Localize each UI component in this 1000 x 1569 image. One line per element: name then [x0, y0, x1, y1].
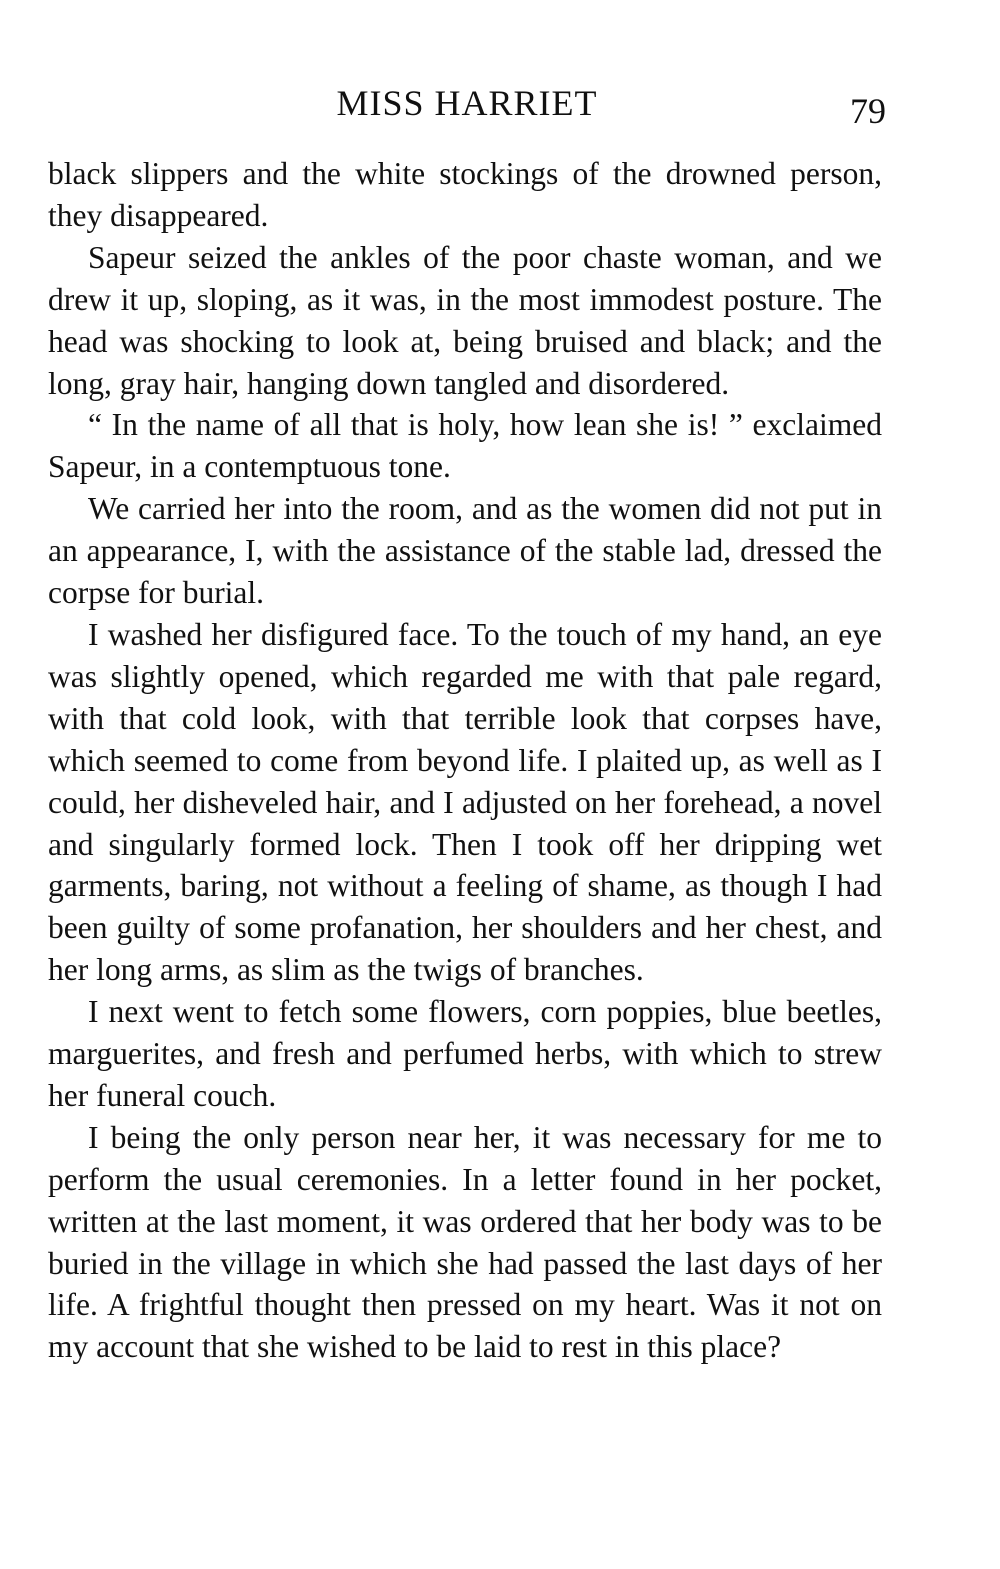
paragraph-continued: black slippers and the white stockings of the drowned person, they disappeared. [48, 156, 882, 233]
paragraph: “ In the name of all that is holy, how lean she is! ” exclaimed Sapeur, in a contemptuous tone. [48, 407, 882, 485]
paragraph: I next went to fetch some flowers, corn poppies, blue beetles, marguerites, and fresh and perfumed herbs, with which to strew her funeral couch. [48, 994, 882, 1113]
running-head [48, 78, 886, 131]
paragraph: We carried her into the room, and as the women did not put in an appearance, I, with the assistance of the stable lad, dressed the corpse for burial. [48, 491, 882, 611]
page-number: 79 [850, 91, 886, 131]
paragraph: Sapeur seized the ankles of the poor chaste woman, and we drew it up, sloping, as it was, in the most immodest posture. The head was shocking to look at, being bruised and black; and the long, gray hair, hanging down tangled and disordered. [48, 239, 882, 401]
body-text [48, 153, 882, 1368]
running-title: MISS HARRIET [336, 83, 598, 123]
paragraph: I being the only person near her, it was necessary for me to perform the usual ceremonies. In a letter found in her pocket, written at the last moment, it was ordered that her body was to be buried in the village in which she had passed the last days of her life. A frightful thought then pressed on my heart. Was it not on my account that she wished to be laid to rest in this place? [48, 1119, 882, 1365]
paragraph: I washed her disfigured face. To the touch of my hand, an eye was slightly opened, which regarded me with that pale regard, with that cold look, with that terrible look that corpses have, which seemed to come from beyond life. I plaited up, as well as I could, her disheveled hair, and I adjusted on her forehead, a novel and singularly formed lock. Then I took off her dripping wet garments, baring, not without a feeling of shame, as though I had been guilty of some profanation, her shoulders and her chest, and her long arms, as slim as the twigs of branches. [48, 616, 882, 988]
